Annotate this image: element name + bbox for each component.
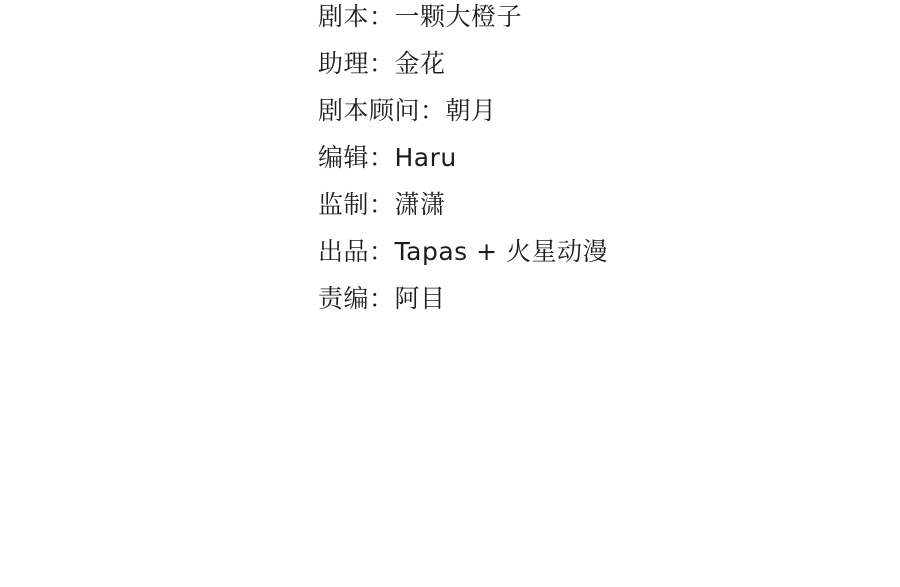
credit-line-producer: 出品：Tapas + 火星动漫 xyxy=(318,236,609,266)
credit-line-managing-editor: 责编：阿目 xyxy=(318,283,446,313)
credit-line-script-consultant: 剧本顾问：朝月 xyxy=(318,95,497,125)
credit-line-assistant: 助理：金花 xyxy=(318,48,446,78)
credit-line-script: 剧本：一颗大橙子 xyxy=(318,1,523,31)
credit-line-editor: 编辑：Haru xyxy=(318,142,457,172)
credits-block xyxy=(318,0,608,320)
credit-line-supervisor: 监制：潇潇 xyxy=(318,189,446,219)
